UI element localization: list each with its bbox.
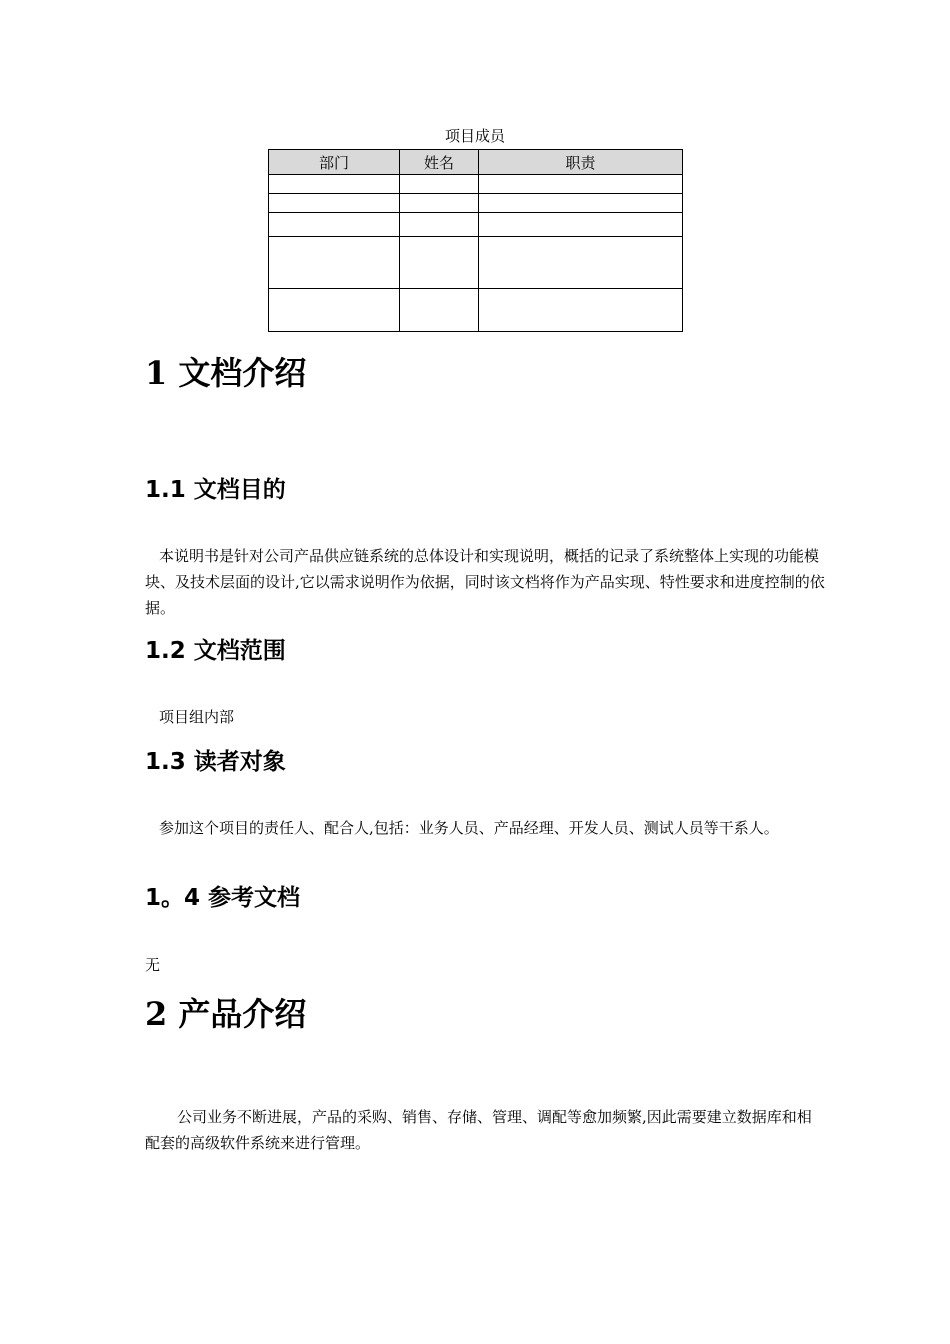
table-cell	[479, 194, 683, 213]
section-2-heading: 2 产品介绍	[145, 995, 307, 1033]
table-cell	[479, 289, 683, 332]
table-caption: 项目成员	[444, 127, 505, 145]
section-2-paragraph: 公司业务不断进展，产品的采购、销售、存储、管理、调配等愈加频繁,因此需要建立数据库和相配套的高级软件系统来进行管理。	[145, 1108, 812, 1152]
section-1-4-paragraph: 无	[145, 956, 161, 974]
table-cell	[479, 175, 683, 194]
table-cell	[400, 237, 479, 289]
table-row	[269, 237, 683, 289]
table-row	[269, 194, 683, 213]
table-row	[269, 213, 683, 237]
section-1-2-paragraph: 项目组内部	[159, 708, 235, 726]
table-cell	[400, 175, 479, 194]
section-1-3-heading: 1.3 读者对象	[145, 749, 286, 775]
table-cell	[400, 289, 479, 332]
header-department: 部门	[269, 150, 400, 175]
section-1-1-heading: 1.1 文档目的	[145, 477, 286, 503]
table-cell	[479, 213, 683, 237]
section-1-4-heading: 1。4 参考文档	[145, 885, 301, 911]
project-members-table	[268, 149, 683, 332]
section-1-heading: 1 文档介绍	[145, 354, 307, 392]
table-row	[269, 175, 683, 194]
table-cell	[400, 213, 479, 237]
header-name: 姓名	[400, 150, 479, 175]
table-cell	[269, 175, 400, 194]
table-cell	[269, 213, 400, 237]
table-header-row	[269, 150, 683, 175]
table-cell	[400, 194, 479, 213]
table-cell	[269, 237, 400, 289]
table-row	[269, 289, 683, 332]
section-1-1-paragraph: 本说明书是针对公司产品供应链系统的总体设计和实现说明，概括的记录了系统整体上实现的功能模块、及技术层面的设计,它以需求说明作为依据，同时该文档将作为产品实现、特性要求和进度控制的依据。	[145, 547, 825, 617]
header-responsibility: 职责	[479, 150, 683, 175]
table-cell	[269, 194, 400, 213]
section-1-2-heading: 1.2 文档范围	[145, 638, 286, 664]
table-cell	[479, 237, 683, 289]
table-cell	[269, 289, 400, 332]
section-1-3-paragraph: 参加这个项目的责任人、配合人,包括：业务人员、产品经理、开发人员、测试人员等干系人。	[159, 819, 779, 837]
